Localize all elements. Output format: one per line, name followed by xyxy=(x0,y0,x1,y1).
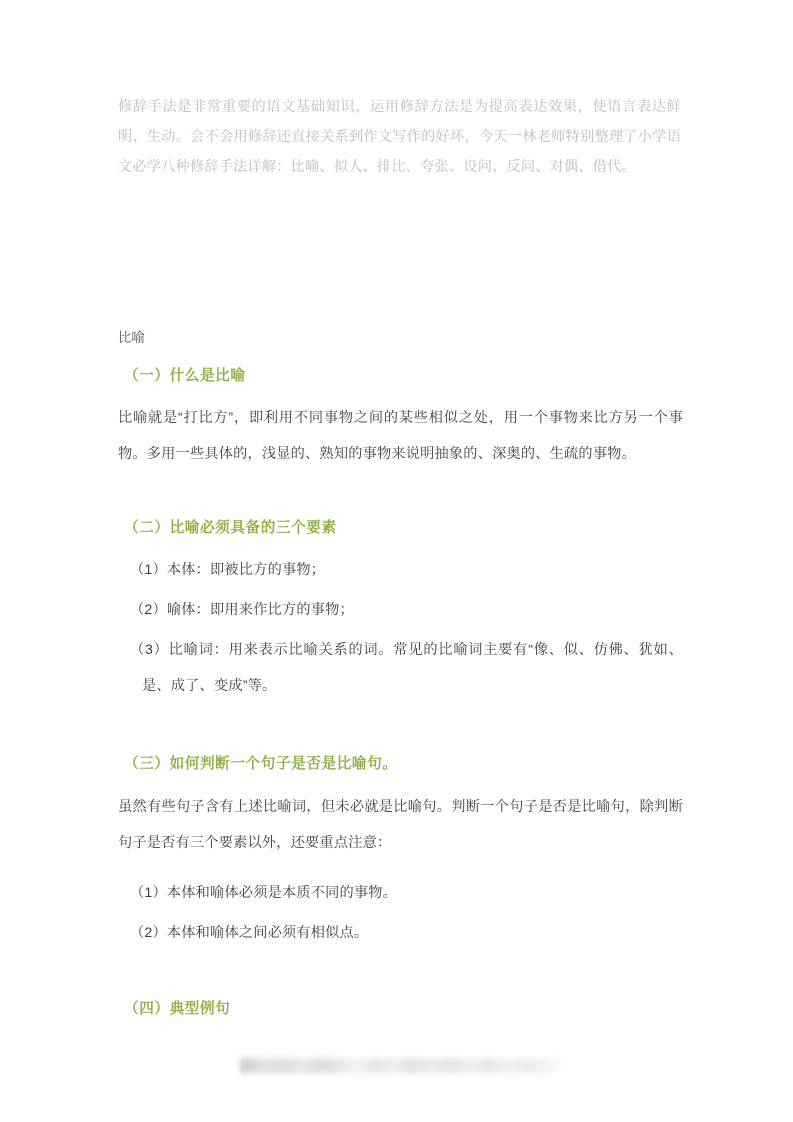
redacted-footer-region xyxy=(0,1052,793,1086)
section-heading-2: （二）比喻必须具备的三个要素 xyxy=(124,520,337,537)
list-item xyxy=(110,592,683,628)
section-3-item-1: （1）本体和喻体必须是本质不同的事物。 xyxy=(130,884,398,901)
section-2-item-2: （2）喻体：即用来作比方的事物； xyxy=(130,602,354,619)
list-item xyxy=(110,875,683,911)
topic-label: 比喻 xyxy=(118,330,145,346)
content-spacer xyxy=(110,196,683,328)
section-heading-1: （一）什么是比喻 xyxy=(124,368,246,385)
redacted-text-bar xyxy=(240,1058,560,1073)
document-content xyxy=(110,0,683,1033)
list-item xyxy=(110,632,683,704)
section-2-item-1: （1）本体：即被比方的事物； xyxy=(130,562,326,579)
section-2-item-3: （3）比喻词：用来表示比喻关系的词。常见的比喻词主要有“像、似、仿佛、犹如、是、成了、变成”等。 xyxy=(130,642,683,695)
list-item xyxy=(110,552,683,588)
section-heading-4: （四）典型例句 xyxy=(124,1000,231,1017)
section-3-item-2: （2）本体和喻体之间必须有相似点。 xyxy=(130,924,369,941)
section-1-paragraph-1: 比喻就是“打比方”，即利用不同事物之间的某些相似之处，用一个事物来比方另一个事物。多用一些具体的，浅显的、熟知的事物来说明抽象的、深奥的、生疏的事物。 xyxy=(118,410,683,463)
list-item xyxy=(110,915,683,951)
section-3-paragraph-1: 虽然有些句子含有上述比喻词，但未必就是比喻句。判断一个句子是否是比喻句，除判断句子是否有三个要素以外，还要重点注意： xyxy=(118,798,683,851)
section-heading-3: （三）如何判断一个句子是否是比喻句。 xyxy=(124,756,398,773)
intro-paragraph: 修辞手法是非常重要的语文基础知识，运用修辞方法是为提高表达效果，使语言表达鲜明、生动。会不会用修辞还直接关系到作文写作的好坏，今天一林老师特别整理了小学语文必学八种修辞手法详解：比喻、拟人、排比、夸张、设问、反问、对偶、借代。 xyxy=(118,99,681,175)
